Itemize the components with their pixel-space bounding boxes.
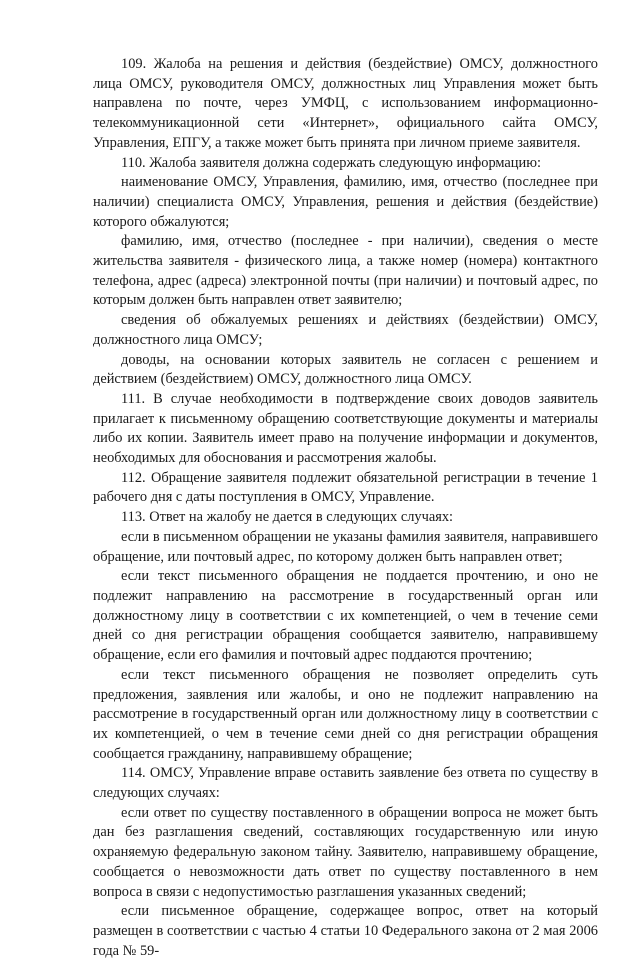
paragraph-114-item-2: если письменное обращение, содержащее вопрос, ответ на который размещен в соответствии с частью 4 статьи 10 Федерального закона от 2 мая 2006 года № 59- (93, 903, 598, 959)
paragraph-110-item-2: фамилию, имя, отчество (последнее - при наличии), сведения о месте жительства заявителя - физического лица, а также номер (номера) контактного телефона, адрес (адреса) электронной почты (при наличии) и почтовый адрес, по которым должен быть направлен ответ заявителю; (93, 233, 598, 309)
paragraph-110-item-1: наименование ОМСУ, Управления, фамилию, имя, отчество (последнее при наличии) специалиста ОМСУ, Управления, решения и действия (бездействие) которого обжалуются; (93, 174, 598, 230)
paragraph-113-item-1: если в письменном обращении не указаны фамилия заявителя, направившего обращение, или почтовый адрес, по которому должен быть направлен ответ; (93, 528, 598, 565)
paragraph-114: 114. ОМСУ, Управление вправе оставить заявление без ответа по существу в следующих случаях: (93, 765, 598, 802)
paragraph-113-item-3: если текст письменного обращения не позволяет определить суть предложения, заявления или жалобы, и оно не подлежит направлению на рассмотрение в государственный орган или должностному лицу в соответствии с их компетенцией, о чем в течение семи дней со дня регистрации обращения сообщается гражданину, направившему обращение; (93, 666, 598, 762)
document-body (93, 55, 598, 961)
paragraph-109: 109. Жалоба на решения и действия (бездействие) ОМСУ, должностного лица ОМСУ, руководителя ОМСУ, должностных лиц Управления может быть направлена по почте, через УМФЦ, с использованием информационно-телекоммуникационной сети «Интернет», официального сайта ОМСУ, Управления, ЕПГУ, а также может быть принята при личном приеме заявителя. (93, 56, 598, 151)
paragraph-112: 112. Обращение заявителя подлежит обязательной регистрации в течение 1 рабочего дня с даты поступления в ОМСУ, Управление. (93, 469, 598, 506)
paragraph-114-item-1: если ответ по существу поставленного в обращении вопроса не может быть дан без разглашения сведений, составляющих государственную или иную охраняемую федеральную законом тайну. Заявителю, направившему обращение, сообщается о невозможности дать ответ по существу поставленного в нем вопроса в связи с недопустимостью разглашения указанных сведений; (93, 804, 598, 900)
paragraph-113: 113. Ответ на жалобу не дается в следующих случаях: (121, 509, 454, 526)
paragraph-113-item-2: если текст письменного обращения не поддается прочтению, и оно не подлежит направлению на рассмотрение в государственный орган или должностному лицу в соответствии с их компетенцией, о чем в течение семи дней со дня регистрации обращения сообщается заявителю, направившему обращение, если его фамилия и почтовый адрес поддаются прочтению; (93, 568, 598, 664)
paragraph-110: 110. Жалоба заявителя должна содержать следующую информацию: (121, 154, 541, 171)
paragraph-110-item-4: доводы, на основании которых заявитель не согласен с решением и действием (бездействием) ОМСУ, должностного лица ОМСУ. (93, 351, 598, 388)
paragraph-110-item-3: сведения об обжалуемых решениях и действиях (бездействии) ОМСУ, должностного лица ОМСУ; (93, 312, 598, 348)
paragraph-111: 111. В случае необходимости в подтверждение своих доводов заявитель прилагает к письменному обращению соответствующие документы и материалы либо их копии. Заявитель имеет право на получение информации и документов, необходимых для обоснования и рассмотрения жалобы. (93, 390, 598, 467)
